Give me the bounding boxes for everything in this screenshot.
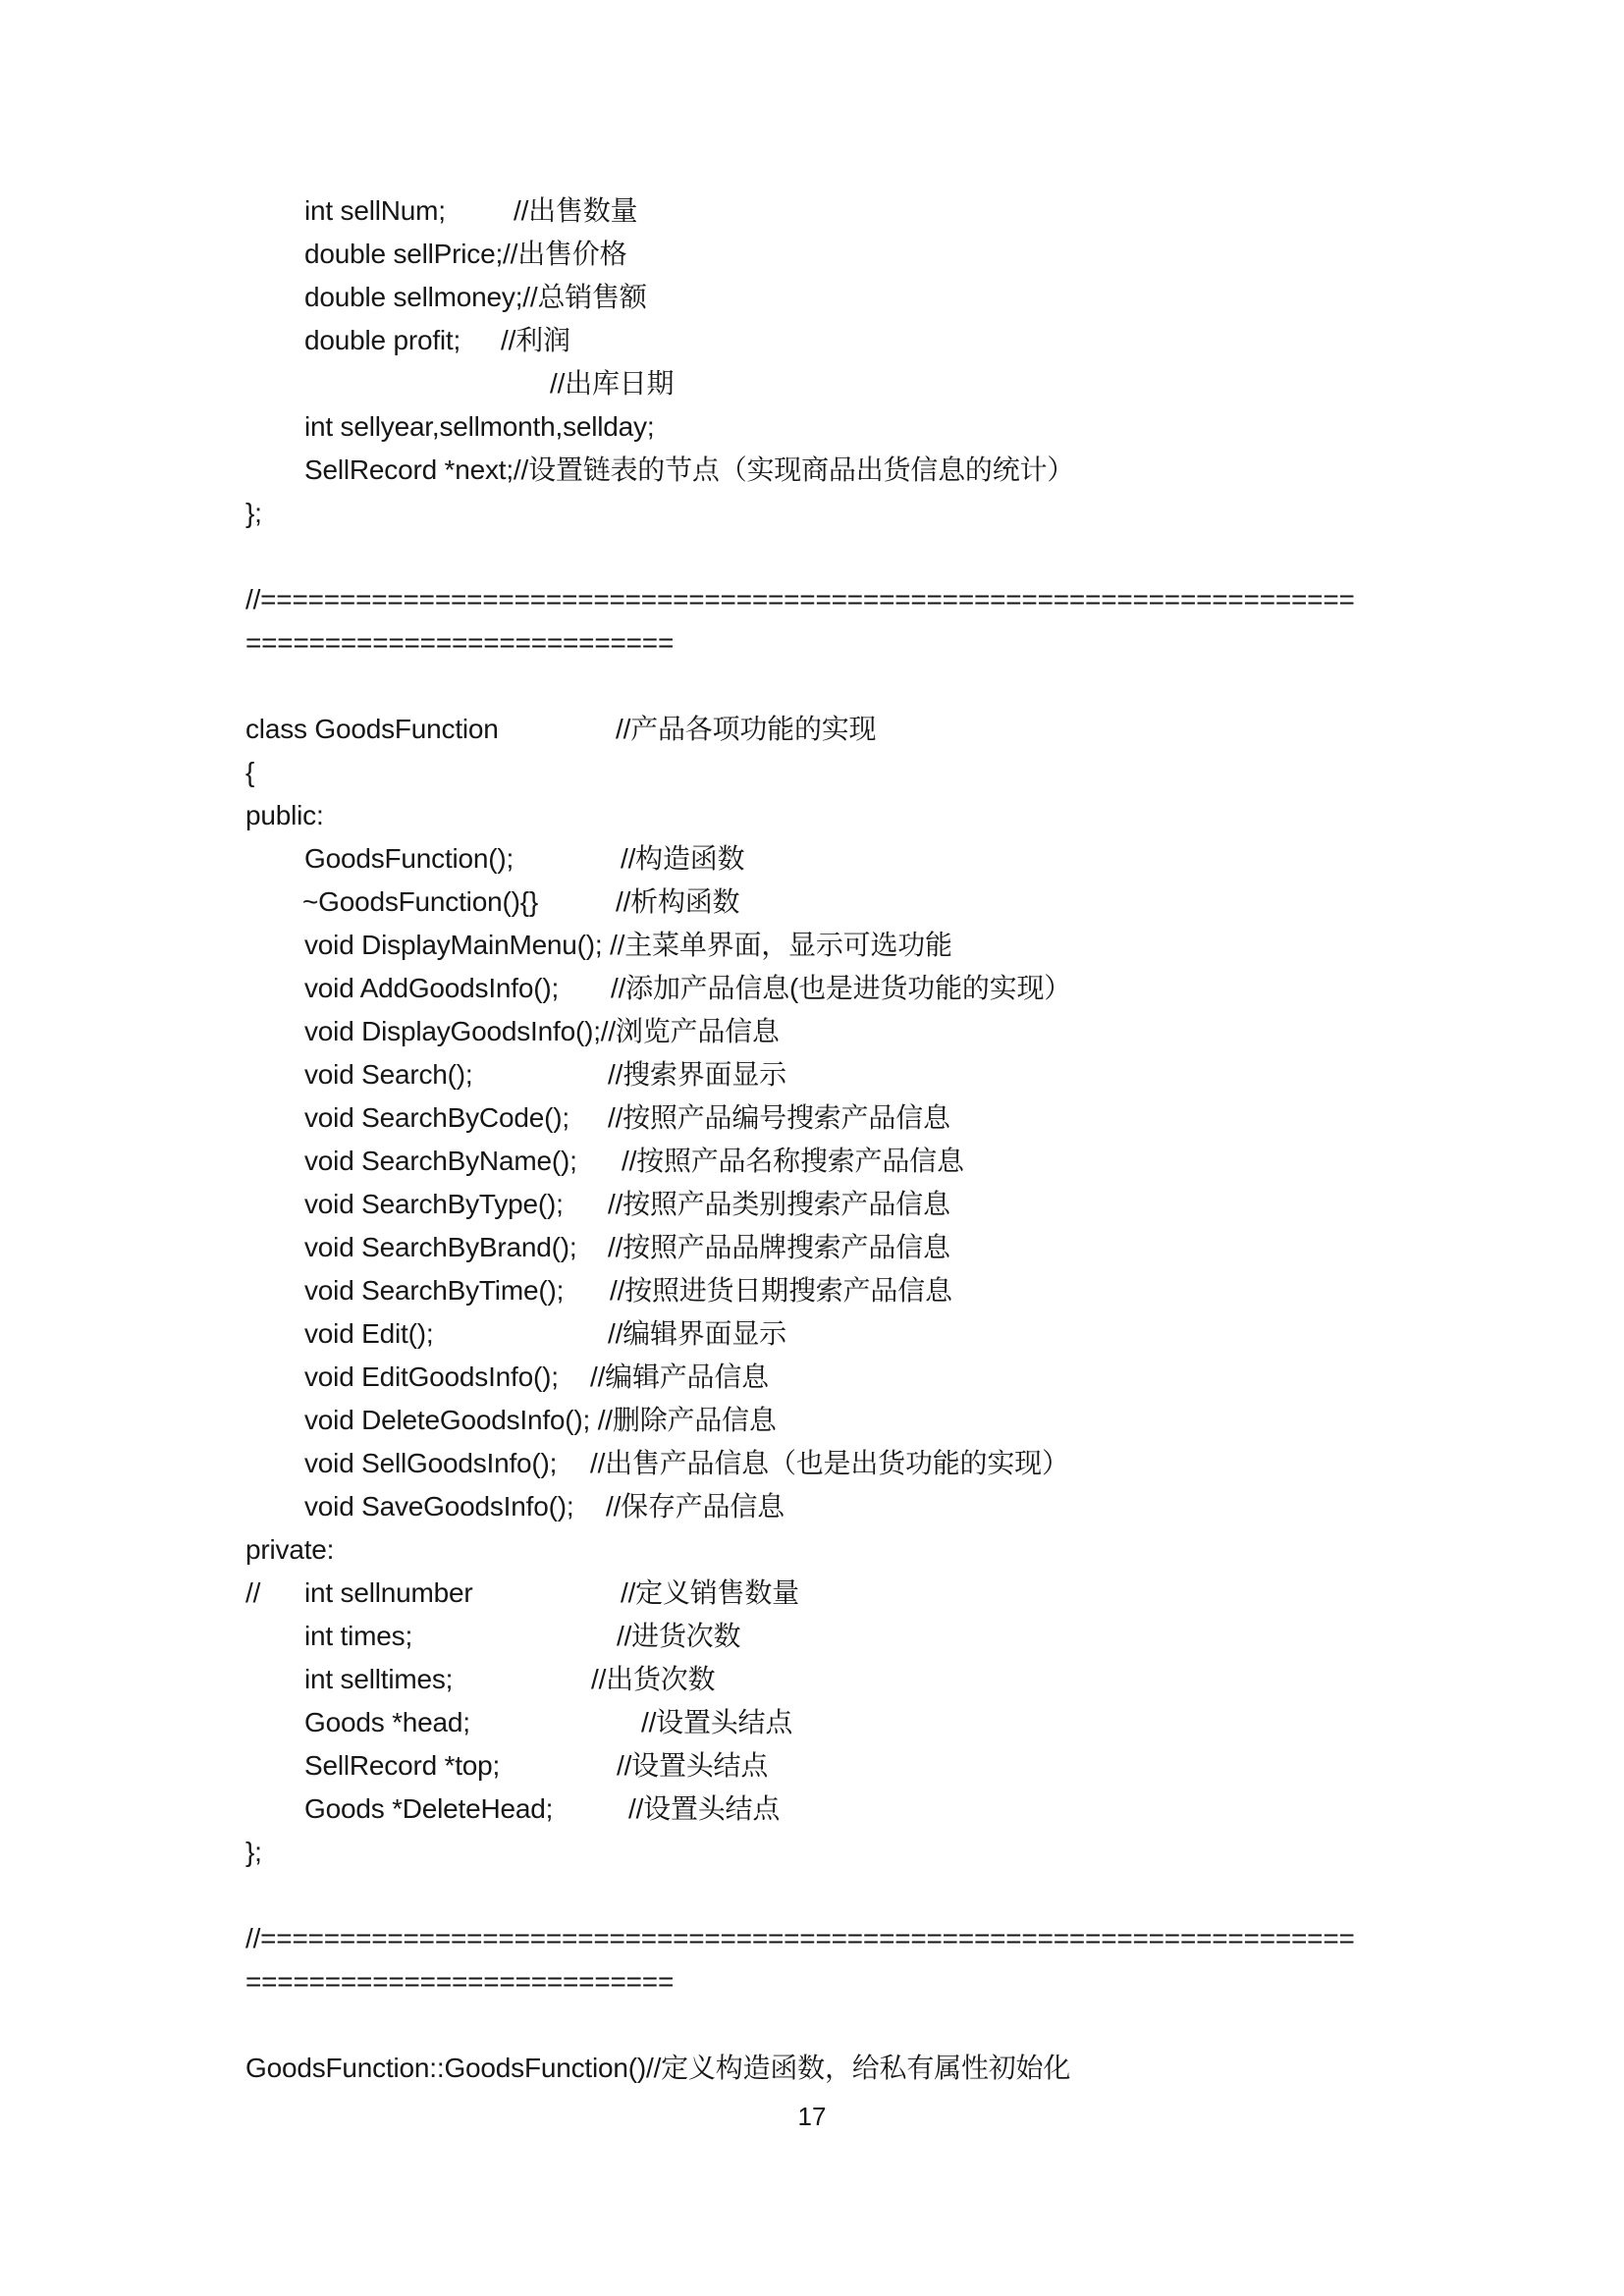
code-line [0,1356,1624,1399]
code-text: double sellmoney;//总销售额 [304,282,647,312]
code-text: int selltimes; [304,1664,454,1694]
code-text: void SearchByBrand(); [304,1232,577,1262]
code-line [0,189,1624,233]
code-line [0,1226,1624,1269]
code-text: }; [245,1837,262,1867]
code-text: void DisplayGoodsInfo();//浏览产品信息 [304,1016,780,1046]
code-line [0,1658,1624,1701]
code-text: public: [245,800,324,830]
code-text: void SellGoodsInfo(); [304,1448,558,1478]
code-text: void SearchByType(); [304,1189,564,1219]
code-text: double profit; [304,325,461,355]
code-line [0,1615,1624,1658]
code-text: void SearchByTime(); [304,1275,565,1306]
comment-text: //出售产品信息（也是出货功能的实现） [590,1448,1069,1478]
comment-text: //编辑界面显示 [608,1318,786,1349]
comment-text: //搜索界面显示 [608,1059,786,1090]
code-line [0,1010,1624,1053]
code-line [0,1312,1624,1356]
code-line [0,924,1624,967]
comment-text: //设置头结点 [641,1707,793,1737]
code-line [0,1788,1624,1831]
code-line [0,881,1624,924]
comment-text: //出货次数 [591,1664,716,1694]
code-text: ~GoodsFunction(){} [302,886,538,917]
code-text: void SearchByCode(); [304,1102,569,1133]
comment-text: //构造函数 [621,843,745,874]
code-line [0,1183,1624,1226]
code-line [0,1701,1624,1744]
code-line [0,233,1624,276]
comment-text: //按照产品编号搜索产品信息 [608,1102,950,1133]
comment-text: //保存产品信息 [606,1491,785,1522]
code-text: int times; [304,1621,413,1651]
code-line [0,1572,1624,1615]
comment-text: //设置头结点 [628,1793,781,1824]
code-line [0,621,1624,665]
code-text: Goods *head; [304,1707,470,1737]
code-line [0,276,1624,319]
code-text: void Search(); [304,1059,473,1090]
code-text: double sellPrice;//出售价格 [304,239,627,269]
code-line [0,708,1624,751]
comment-text: //编辑产品信息 [590,1362,769,1392]
code-text: GoodsFunction(); [304,843,514,874]
code-text: void AddGoodsInfo(); [304,973,560,1003]
comment-text: //出库日期 [550,368,675,399]
comment-text: //利润 [501,325,570,355]
code-line [0,967,1624,1010]
code-line [0,1399,1624,1442]
code-text: void SearchByName(); [304,1146,577,1176]
code-line [0,578,1624,621]
comment-text: //出售数量 [514,195,638,226]
code-text: =========================== [245,1966,675,1997]
comment-text: //按照进货日期搜索产品信息 [610,1275,952,1306]
comment-text: //===================================================================== [245,1923,1355,1953]
code-line [0,1960,1624,2003]
comment-text: //按照产品品牌搜索产品信息 [608,1232,950,1262]
code-text: void DeleteGoodsInfo(); //删除产品信息 [304,1405,777,1435]
code-line [0,794,1624,837]
code-line [0,1053,1624,1096]
code-line [0,1744,1624,1788]
code-text: void DisplayMainMenu(); //主菜单界面，显示可选功能 [304,930,952,960]
code-line [0,362,1624,405]
comment-text: //按照产品类别搜索产品信息 [608,1189,950,1219]
code-line [0,492,1624,535]
code-text: private: [245,1534,335,1565]
code-line [0,1528,1624,1572]
code-text: class GoodsFunction [245,714,499,744]
code-text: void Edit(); [304,1318,434,1349]
comment-text: // [245,1577,261,1608]
code-line [0,1831,1624,1874]
comment-text: //进货次数 [617,1621,741,1651]
code-line [0,449,1624,492]
page-number: 17 [797,2102,827,2131]
code-line [0,1442,1624,1485]
code-text: }; [245,498,262,528]
comment-text: //添加产品信息(也是进货功能的实现） [611,973,1072,1003]
code-text: int sellNum; [304,195,446,226]
code-line [0,1485,1624,1528]
comment-text: //设置头结点 [617,1750,769,1781]
code-text: Goods *DeleteHead; [304,1793,554,1824]
comment-text: //定义销售数量 [621,1577,799,1608]
code-line [0,1917,1624,1960]
code-line [0,1269,1624,1312]
code-line [0,2047,1624,2090]
comment-text: //===================================================================== [245,584,1355,614]
code-line [0,405,1624,449]
code-text: =========================== [245,627,675,658]
code-text: void EditGoodsInfo(); [304,1362,559,1392]
code-line [0,319,1624,362]
comment-text: //析构函数 [616,886,740,917]
code-text: SellRecord *next;//设置链表的节点（实现商品出货信息的统计） [304,454,1075,485]
comment-text: //按照产品名称搜索产品信息 [622,1146,964,1176]
code-line [0,837,1624,881]
code-text: int sellyear,sellmonth,sellday; [304,411,655,442]
code-text: GoodsFunction::GoodsFunction()//定义构造函数，给私有属性初始化 [245,2053,1071,2083]
code-text: { [245,757,255,787]
code-text: int sellnumber [304,1577,473,1608]
code-line [0,751,1624,794]
code-text: void SaveGoodsInfo(); [304,1491,574,1522]
code-line [0,1140,1624,1183]
code-line [0,1096,1624,1140]
code-text: SellRecord *top; [304,1750,501,1781]
comment-text: //产品各项功能的实现 [616,714,877,744]
